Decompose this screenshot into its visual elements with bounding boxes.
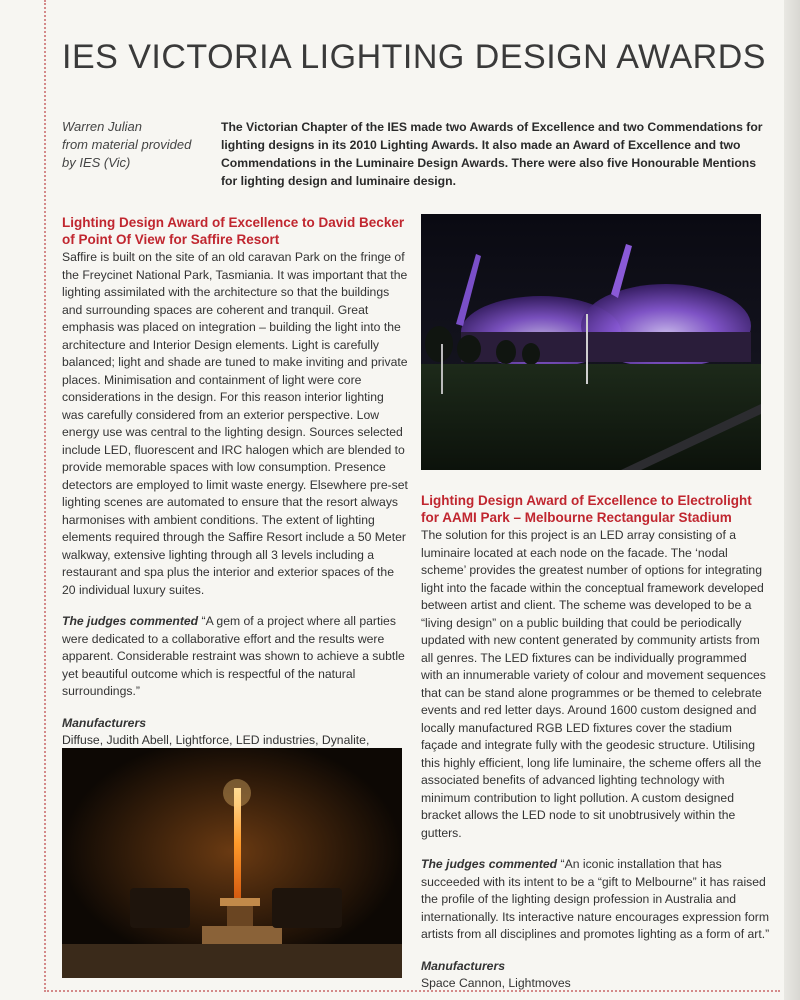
award-2-article bbox=[421, 492, 771, 993]
byline bbox=[62, 118, 212, 172]
byline-source: from material provided bbox=[62, 137, 192, 152]
award-2-judges-text: “An iconic installation that has succeeded with its intent to be a “gift to Melbourne” it has raised the profile of the lighting design profession in Australia and internationally. Its interactive nature encourages expression form artists from all disciplines and promotes lighting as a form of art.” bbox=[421, 857, 770, 941]
page-edge bbox=[784, 0, 800, 1000]
award-2-judges bbox=[421, 856, 771, 944]
award-1-judges-text: “A gem of a project where all parties were dedicated to a collaborative effort and the results were apparent. Considerable restraint was shown to achieve a subtle yet beautiful outcome which is respectful of the natural surroundings.” bbox=[62, 614, 405, 698]
award-2-manufacturers-label: Manufacturers bbox=[421, 958, 505, 973]
stadium-photo bbox=[421, 214, 761, 470]
award-1-judges-label: The judges commented bbox=[62, 614, 199, 628]
byline-org: by IES (Vic) bbox=[62, 155, 131, 170]
award-1-body: Saffire is built on the site of an old caravan Park on the fringe of the Freycinet National Park, Tasmiania. It was important that the lighting assimilated with the architecture so that the buildings and surrounding spaces are coherent and tranquil. Great emphasis was placed on integration – building the light into the architecture and Interior Design elements. Light is carefully balanced; light and shade are tuned to make inviting and private places. Minimisation and containment of light were core considerations in the design. For this reason interior lighting was carefully considered from an exterior perspective. Low energy use was central to the lighting design. Sources selected include LED, fluorescent and IRC halogen which are blended to provide memorable spaces with low consumption. Presence detectors are employed to limit waste energy. Elsewhere pre-set lighting scenes are automated to ensure that the resort always harmonises with ambient conditions. The extent of lighting elements required through the Saffire Resort include a 50 Meter walkway, extensive lighting through all 3 levels including a restaurant and spa plus the interior and exterior spaces of the 20 individual luxury suites. bbox=[62, 250, 408, 597]
award-1-manufacturers: Diffuse, Judith Abell, Lightforce, LED industries, Dynalite, bbox=[62, 733, 370, 747]
resort-photo bbox=[62, 748, 402, 978]
margin-dotted-line bbox=[44, 0, 46, 992]
page-title: IES VICTORIA LIGHTING DESIGN AWARDS bbox=[62, 38, 766, 76]
byline-author: Warren Julian bbox=[62, 119, 142, 134]
award-1-manufacturers-label: Manufacturers bbox=[62, 715, 146, 730]
award-2-body: The solution for this project is an LED array consisting of a luminaire located at each node on the facade. The ‘nodal scheme’ provides the greatest number of options for integrating light into the facade within the conceptual framework developed between artist and client. The scheme was developed to be a “living design” on a public building that could be periodically updated with new content generated by community artists from all genres. The LED fixtures can be individually programmed with an innumerable variety of colour and movement sequences that can be stand alone programmes or be themed to celebrate events and red letter days. Around 1600 custom designed and locally manufactured RGB LED fixtures cover the stadium façade and integrate fully with the geodesic structure. Utilising this highly efficient, long life luminaire, the scheme offers all the associated benefits of advanced lighting technology with minimum contribution to light pollution. A custom designed bracket allows the LED node to sit unobtrusively within the gutters. bbox=[421, 528, 766, 840]
award-1-article bbox=[62, 214, 408, 767]
award-2-judges-label: The judges commented bbox=[421, 857, 558, 871]
intro-paragraph: The Victorian Chapter of the IES made two Awards of Excellence and two Commendations for lighting designs in its 2010 Lighting Awards. It also made an Award of Excellence and two Commendations in the Luminaire Design Awards. There were also five Honourable Mentions for lighting design and luminaire design. bbox=[221, 120, 763, 188]
award-1-judges bbox=[62, 613, 408, 701]
award-1-heading: Lighting Design Award of Excellence to David Becker of Point Of View for Saffire Resort bbox=[62, 215, 405, 247]
award-2-heading: Lighting Design Award of Excellence to Electrolight for AAMI Park – Melbourne Rectangular Stadium bbox=[421, 493, 752, 525]
award-2-manufacturers: Space Cannon, Lightmoves bbox=[421, 976, 571, 990]
